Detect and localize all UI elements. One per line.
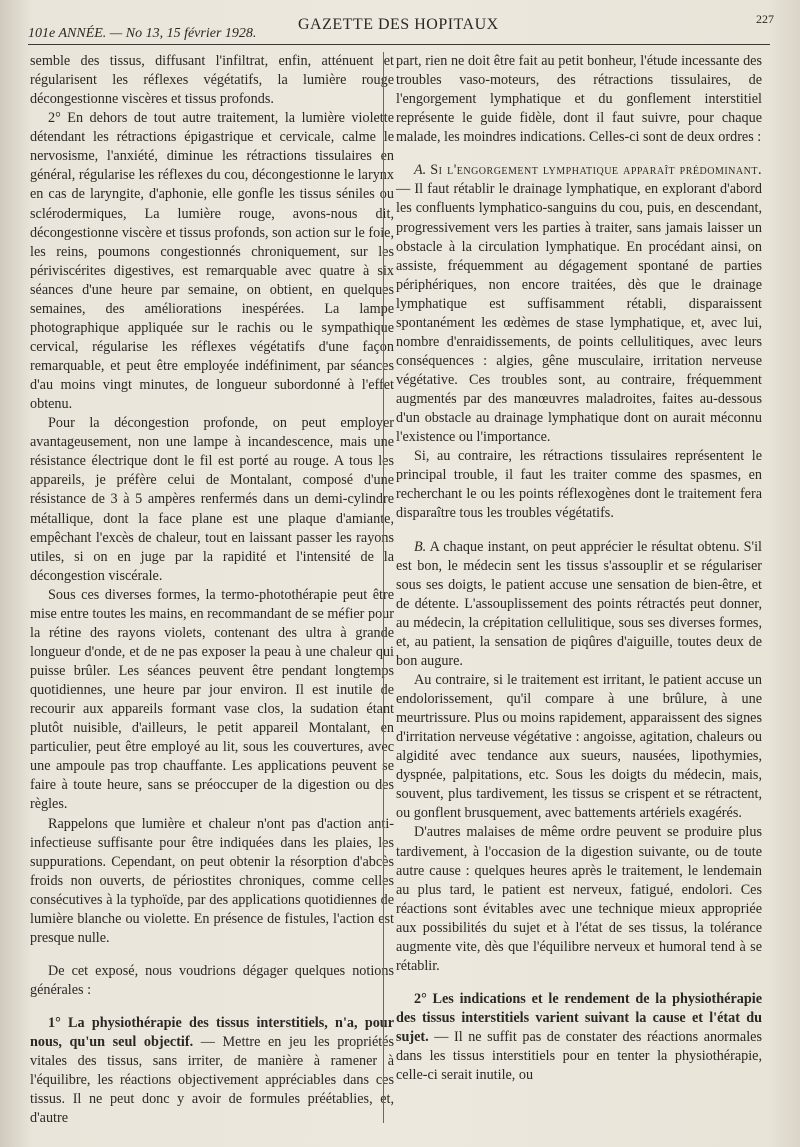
page-number: 227 (756, 12, 774, 26)
paragraph: Sous ces diverses formes, la termo-photothérapie peut être mise entre toutes les mains, en recommandant de se méfier pour la rétine des rayons violets, contenant des ultra à grande longueur d'onde, et de ne pas exposer la peau à une chaleur qui puisse brûler. Les séances peuvent être pendant longtemps quotidiennes, une heure par jour environ. Il est inutile de recourir aux appareils formant vase clos, la sudation étant plutôt nuisible, d'ailleurs, le petit appareil Montalant, en particulier, peut être employé au lit, sous les couvertures, avec une ampoule pas trop chauffante. Les applications peuvent se faire à toute heure, sans se préoccuper de la digestion ou des règles. (30, 586, 394, 813)
section-text: A chaque instant, on peut apprécier le résultat obtenu. S'il est bon, le médecin sent les tissus s'assouplir et se régulariser sous ses doigts, le patient accuse une sensation de bien-être, et de détente. L'assouplissement des points rétractés peut donner, au médecin, la crépitation cellulitique, sous ses diverses formes, et, au patient, la sensation de piqûres d'aiguille, toutes deux de bon augure. (396, 538, 762, 669)
right-column (396, 52, 762, 1085)
section-label: A. (414, 162, 427, 179)
left-column (30, 52, 394, 1128)
numbered-point (396, 990, 762, 1085)
header-rule (28, 44, 770, 45)
section-b (396, 538, 762, 671)
issue-info: 101e ANNÉE. — No 13, 15 février 1928. (28, 26, 257, 41)
point-text: — Mettre en jeu les propriétés vitales des tissus, sans irriter, de manière à ramener à l'équilibre, les réactions objectivement appréciables dans ces tissus. Il ne peut donc y avoir de formules préétablies, et, d'autre (30, 1034, 394, 1127)
point-lead: 1° La physiothérapie des tissus interstitiels, n'a, pour nous, qu'un seul objectif. (30, 1015, 394, 1051)
numbered-point (30, 1014, 394, 1128)
journal-title: GAZETTE DES HOPITAUX (298, 16, 499, 33)
paragraph: semble des tissus, diffusant l'infiltrat, enfin, atténuent et régularisent les réflexes végétatifs, la lumière rouge décongestionne viscères et tissus profonds. (30, 53, 394, 108)
paragraph: Au contraire, si le traitement est irritant, le patient accuse un endolorissement, qu'il compare à une brûlure, à une meurtrissure. Plus ou moins rapidement, apparaissent des signes d'irritation nerveuse végétative : angoisse, agitation, chaleurs ou algidité avec tendance aux sueurs, nausées, lipothymies, dyspnée, palpitations, etc. Sous les doigts du médecin, mais, souvent, plus tardivement, les tissus se crispent et se rétractent, ou gonflent brusquement, avec battements artériels exagérés. (396, 671, 762, 822)
paragraph: 2° En dehors de tout autre traitement, la lumière violette détendant les rétractions épigastrique et cervicale, calme le nervosisme, l'anxiété, diminue les rétractions tissulaires en général, régularise les réflexes du cou, décongestionne le larynx en cas de laryngite, d'aphonie, elle gonfle les tissus séniles ou sclérodermiques, La lumière rouge, avons-nous dit, décongestionne viscère et tissus profonds, son action sur le foie, les reins, poumons congestionnés chroniquement, sur les périviscérites digestives, est remarquable avec quatre à six séances d'une heure par semaine, on obtient, en quelques semaines, des améliorations inespérées. La lampe photographique appliquée sur le rachis ou le sympathique cervical, régularise les réflexes végétatifs d'une façon remarquable, et peut être employée indéfiniment, par séances d'au moins vingt minutes, de longueur subordonné à l'effet obtenu. (30, 110, 394, 413)
paragraph: Si, au contraire, les rétractions tissulaires représentent le principal trouble, il faut les traiter comme des spasmes, en recherchant le ou les points réflexogènes dont le traitement fera disparaître tous les troubles végétatifs. (396, 448, 762, 522)
section-heading: Si l'engorgement lymphatique apparaît prédominant. (430, 162, 762, 179)
section-text: — Il faut rétablir le drainage lymphatique, en explorant d'abord les confluents lymphatico-sanguins du cou, puis, en descendant, progressivement vers les parties à traiter, sans jamais laisser un obstacle à la circulation lymphatique. En procédant ainsi, on assiste, fréquemment au dégagement spontané de parties périphériques, non encore traitées, dès que le drainage lymphatique est suffisamment rétabli, disparaissent spontanément les œdèmes de stase lymphatique, et, avec lui, nombre d'enraidissements, de points cellulitiques, avec leurs conséquences : algies, gêne musculaire, irritation nerveuse végétative. Ces troubles sont, au contraire, fréquemment augmentés par des manœuvres maladroites, faites au-dessous d'un obstacle au drainage lymphatique dont on aurait méconnu l'existence ou l'importance. (396, 181, 762, 446)
column-divider (383, 52, 384, 1123)
paragraph: De cet exposé, nous voudrions dégager quelques notions générales : (30, 962, 394, 998)
paragraph: Pour la décongestion profonde, on peut employer avantageusement, non une lampe à incandescence, mais une résistance électrique dont le fil est porté au rouge. A tous les appareils, je préfère celui de Montalant, composé d'une résistance de 3 à 5 ampères renfermés dans un demi-cylindre métallique, dont la face plane est une plaque d'amiante, empêchant l'excès de chaleur, tout en laissant passer les rayons utiles, si on en juge par la rapidité et l'intensité de la décongestion viscérale. (30, 415, 394, 584)
section-label: B. (414, 538, 427, 555)
page-header (28, 12, 774, 42)
paragraph: part, rien ne doit être fait au petit bonheur, l'étude incessante des troubles vaso-moteurs, des rétractions tissulaires, de l'engorgement lymphatique et du gonflement interstitiel représente le guide fidèle, dont il faut suivre, pour chaque malade, les moindres indications. Celles-ci sont de deux ordres : (396, 53, 762, 146)
section-a (396, 161, 762, 447)
point-text: — Il ne suffit pas de constater des réactions anormales dans les tissus interstitiels pour en tenter la physiothérapie, celle-ci serait inutile, ou (396, 1029, 762, 1084)
point-lead: 2° Les indications et le rendement de la physiothérapie des tissus interstitiels varient suivant la cause et l'état du sujet. (396, 990, 762, 1046)
paragraph: Rappelons que lumière et chaleur n'ont pas d'action anti-infectieuse suffisante pour être indiquées dans les plaies, les suppurations. Cependant, on peut obtenir la résorption d'abcès froids non ouverts, de périostites chroniques, comme celles consécutives à la typhoïde, par des applications quotidiennes de lumière blanche ou violette. En présence de fistules, l'action est presque nulle. (30, 815, 394, 946)
paragraph: D'autres malaises de même ordre peuvent se produire plus tardivement, à l'occasion de la digestion suivante, ou de toute autre cause : quelques heures après le traitement, le lendemain au plus tard, le patient est nerveux, fatigué, endolori. Ces réactions sont évitables avec une technique mieux appropriée aux possibilités du sujet et à l'état de ses tissus, la tolérance augmente vite, dès que l'équilibre nerveux et humoral tend à se rétablir. (396, 824, 762, 974)
